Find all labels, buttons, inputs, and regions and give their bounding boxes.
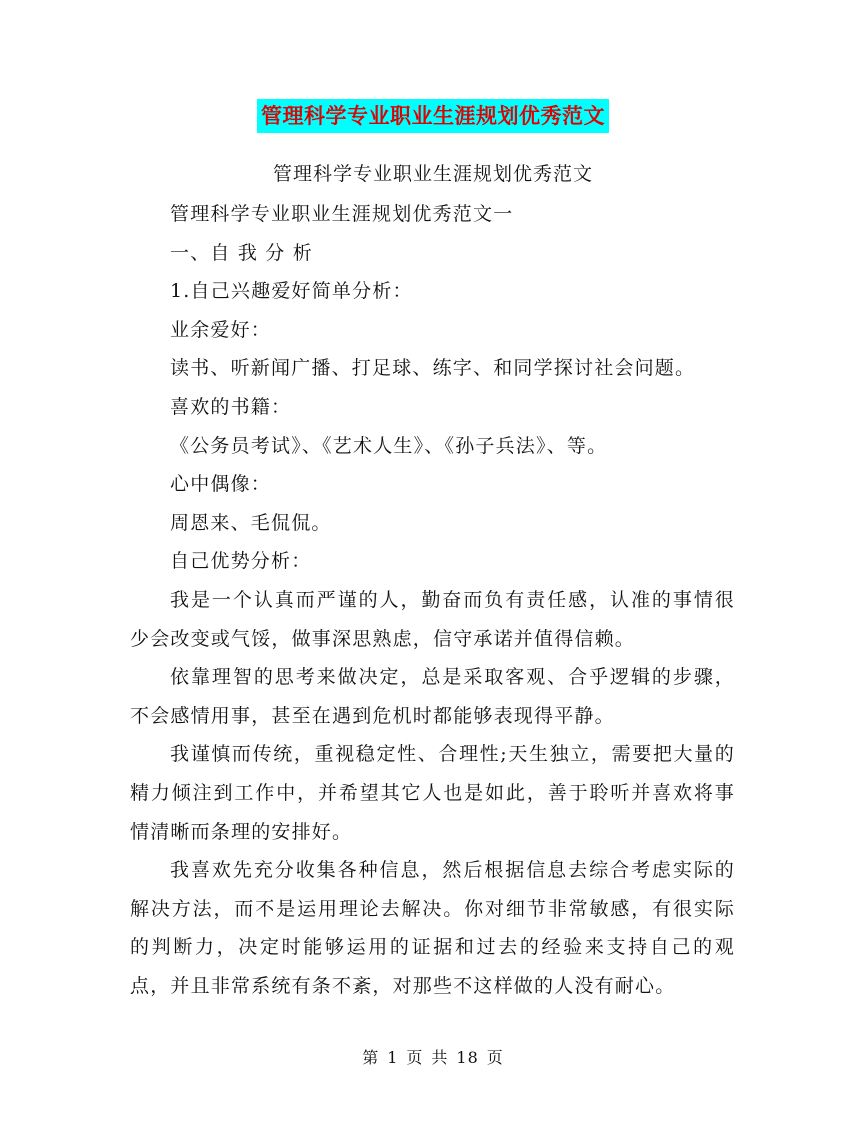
footer-page-unit: 页: [406, 1048, 424, 1067]
paragraph: 管理科学专业职业生涯规划优秀范文一: [170, 203, 514, 225]
paragraph: 喜欢的书籍：: [170, 395, 292, 418]
paragraph: 1.自己兴趣爱好简单分析：: [170, 280, 413, 303]
document-body: [130, 195, 735, 1005]
paragraph: 《公务员考试》、《艺术人生》、《孙子兵法》、等。: [170, 434, 608, 457]
paragraph: 周恩来、毛侃侃。: [170, 511, 332, 534]
footer-current-page: 1: [387, 1048, 399, 1067]
page-footer: [0, 1046, 866, 1070]
paragraph: 我谨慎而传统，重视稳定性、合理性;天生独立，需要把大量的精力倾注到工作中，并希望其它人也是如此，善于聆听并喜欢将事情清晰而条理的安排好。: [130, 743, 735, 843]
paragraph: 我是一个认真而严谨的人，勤奋而负有责任感，认准的事情很少会改变或气馁，做事深思熟虑，信守承诺并值得信赖。: [130, 588, 735, 650]
paragraph: 我喜欢先充分收集各种信息，然后根据信息去综合考虑实际的解决方法，而不是运用理论去解决。你对细节非常敏感，有很实际的判断力，决定时能够运用的证据和过去的经验来支持自己的观点，并且非常系统有条不紊，对那些不这样做的人没有耐心。: [130, 859, 735, 997]
footer-suffix: 页: [486, 1048, 504, 1067]
paragraph: 自己优势分析：: [170, 550, 312, 573]
paragraph: 业余爱好：: [170, 318, 272, 341]
main-title-container: [0, 99, 866, 133]
footer-total-word: 共: [431, 1048, 449, 1067]
paragraph: 心中偶像：: [170, 473, 272, 496]
footer-total-pages: 18: [456, 1048, 479, 1067]
main-title: 管理科学专业职业生涯规划优秀范文: [257, 99, 609, 133]
section-heading: 一、自 我 分 析: [170, 241, 313, 264]
subtitle: 管理科学专业职业生涯规划优秀范文: [272, 163, 593, 185]
paragraph: 读书、听新闻广播、打足球、练字、和同学探讨社会问题。: [170, 357, 696, 380]
paragraph: 依靠理智的思考来做决定，总是采取客观、合乎逻辑的步骤，不会感情用事，甚至在遇到危机时都能够表现得平静。: [130, 666, 735, 727]
footer-prefix: 第: [362, 1048, 380, 1067]
